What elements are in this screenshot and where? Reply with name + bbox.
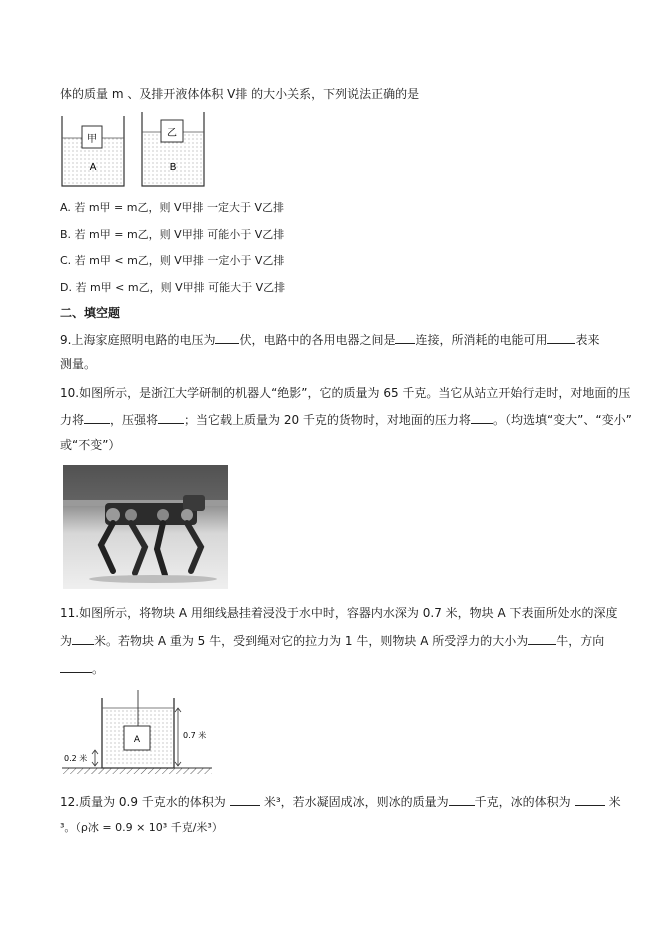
container-a [62, 116, 124, 186]
q10-text-a: 力将 [60, 413, 85, 427]
q11-blank-3 [60, 660, 92, 673]
q9-line2: 测量。 [60, 357, 97, 371]
option-d: D. 若 m甲 < m乙，则 V甲排 可能大于 V乙排 [60, 281, 286, 294]
q8-stem: 体的质量 m 、及排开液体体积 V排 的大小关系，下列说法正确的是 [60, 87, 420, 101]
q11-block-label: A [133, 735, 141, 745]
q9-line1 [60, 331, 600, 348]
q10-line3: 或“不变”） [60, 438, 121, 452]
q11-text-c: 牛，方向 [556, 634, 605, 648]
q11-beaker-figure [62, 690, 212, 780]
q11-text-b: 米。若物块 A 重为 5 牛，受到绳对它的拉力为 1 牛，则物块 A 所受浮力的大小为 [94, 634, 529, 648]
q12-text-b: 米³，若水凝固成冰，则冰的质量为 [263, 795, 449, 809]
container-a-block-label: 甲 [87, 134, 97, 145]
q9-text-d: 表来 [575, 333, 600, 347]
q10-text-b: ，压强将 [110, 413, 159, 427]
q10-text-d: 。（均选填“变大”、“变小” [492, 413, 632, 427]
container-b-liquid-label: B [169, 162, 177, 173]
q12-text-c: 千克，冰的体积为 [474, 795, 571, 809]
q10-blank-3 [471, 411, 493, 424]
q11-blank-2 [528, 632, 556, 645]
q11-line1: 11.如图所示，将物块 A 用细线悬挂着浸没于水中时，容器内水深为 0.7 米，物块 A 下表面所处水的深度 [60, 606, 618, 620]
q10-line1: 10.如图所示，是浙江大学研制的机器人“绝影”，它的质量为 65 千克。当它从站立开始行走时，对地面的压 [60, 386, 631, 400]
q10-text-c: ；当它载上质量为 20 千克的货物时，对地面的压力将 [184, 413, 471, 427]
q11-text-end: 。 [92, 662, 105, 676]
q9-blank-3 [547, 331, 575, 344]
option-a: A. 若 m甲 = m乙，则 V甲排 一定大于 V乙排 [60, 201, 285, 214]
container-a-liquid-label: A [89, 162, 97, 173]
option-c: C. 若 m甲 < m乙，则 V甲排 一定小于 V乙排 [60, 254, 285, 267]
q10-blank-2 [158, 411, 184, 424]
q10-line2 [60, 411, 632, 428]
q11-line2 [60, 632, 604, 649]
q12-blank-1 [230, 793, 260, 806]
q12-line2: ³。（ρ冰 = 0.9 × 10³ 千克/米³） [60, 821, 223, 834]
container-b [142, 112, 204, 186]
q12-line1 [60, 793, 621, 810]
q9-blank-1 [215, 331, 239, 344]
q11-blank-1 [72, 632, 94, 645]
q12-text-d: 米 [608, 795, 621, 809]
section-title: 二、填空题 [60, 306, 121, 320]
q9-text-c: 连接，所消耗的电能可用 [415, 333, 548, 347]
q11-height-label: 0.2 米 [64, 754, 88, 763]
q11-line3 [60, 660, 104, 677]
q8-containers-figure [60, 110, 210, 190]
q9-blank-2 [395, 331, 415, 344]
container-b-block-label: 乙 [167, 128, 177, 139]
q12-blank-2 [449, 793, 475, 806]
q12-blank-3 [575, 793, 605, 806]
q9-text-b: 伏，电路中的各用电器之间是 [239, 333, 396, 347]
q10-blank-1 [84, 411, 110, 424]
q9-text-a: 9.上海家庭照明电路的电压为 [60, 333, 216, 347]
option-b: B. 若 m甲 = m乙，则 V甲排 可能小于 V乙排 [60, 228, 285, 241]
robot-dog-photo [63, 465, 228, 589]
q12-text-a: 12.质量为 0.9 千克水的体积为 [60, 795, 226, 809]
q11-depth-label: 0.7 米 [183, 731, 207, 740]
q11-text-a: 为 [60, 634, 73, 648]
